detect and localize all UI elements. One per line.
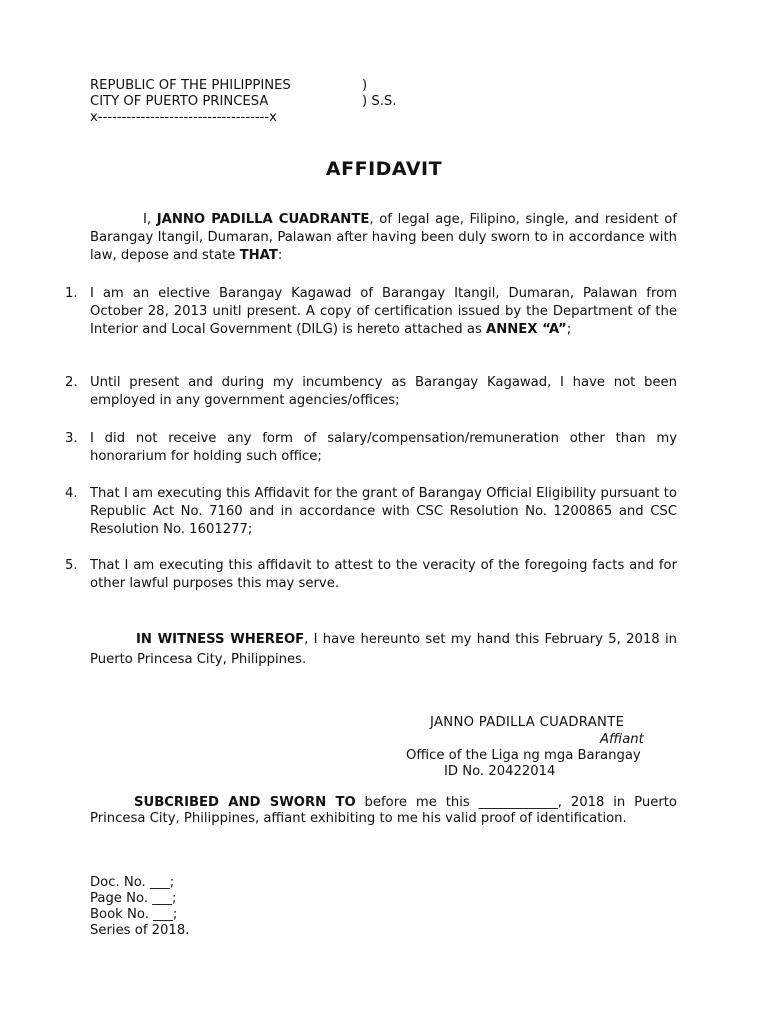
notary-page-no: Page No. ___; bbox=[90, 891, 177, 906]
list-item bbox=[65, 374, 677, 410]
list-item bbox=[65, 485, 677, 539]
intro-that: THAT bbox=[239, 248, 278, 263]
list-item-number: 1. bbox=[65, 286, 78, 301]
jurat-paragraph bbox=[90, 795, 677, 827]
list-item-number: 4. bbox=[65, 486, 78, 501]
notarial-register bbox=[90, 875, 189, 939]
list-item-number: 2. bbox=[65, 375, 78, 390]
list-item-text: That I am executing this Affidavit for the grant of Barangay Official Eligibility pursuant to Republic Act No. 7160 and in accordance with CSC Resolution No. 1200865 and CSC Resolution No. 1601277; bbox=[90, 486, 677, 537]
venue-city-line bbox=[90, 94, 420, 110]
list-item-text: That I am executing this affidavit to attest to the veracity of the foregoing facts and for other lawful purposes this may serve. bbox=[90, 558, 677, 591]
intro-paragraph bbox=[90, 211, 677, 265]
list-item-text bbox=[90, 285, 677, 339]
list-item bbox=[65, 557, 677, 593]
list-item-end: ; bbox=[566, 322, 572, 337]
venue-separator: x------------------------------------x bbox=[90, 110, 277, 125]
signature-office: Office of the Liga ng mga Barangay bbox=[406, 748, 641, 763]
list-item-number: 3. bbox=[65, 431, 78, 446]
intro-body: , of legal age, Filipino, single, and resident of Barangay Itangil, Dumaran, Palawan after having been duly sworn to in accordance with law, depose and state bbox=[90, 212, 678, 263]
intro-suffix: : bbox=[277, 248, 283, 263]
annex-label: ANNEX “A” bbox=[486, 322, 567, 337]
venue-city: CITY OF PUERTO PRINCESA bbox=[90, 94, 269, 109]
witness-heading: IN WITNESS WHEREOF bbox=[136, 632, 305, 647]
signature-role: Affiant bbox=[600, 732, 644, 747]
intro-prefix: I, bbox=[143, 212, 157, 227]
affiant-name: JANNO PADILLA CUADRANTE bbox=[156, 212, 370, 227]
notary-doc-no: Doc. No. ___; bbox=[90, 875, 175, 890]
list-item-body: I am an elective Barangay Kagawad of Barangay Itangil, Dumaran, Palawan from October 28, 2013 unitl present. A copy of certification issued by the Department of the Interior and Local Government (DILG) is hereto attached as bbox=[90, 286, 677, 337]
list-item bbox=[65, 430, 677, 466]
witness-paragraph bbox=[90, 630, 677, 670]
venue-republic-line bbox=[90, 78, 420, 94]
witness-text: , I have hereunto set my hand this February 5, 2018 in Puerto Princesa City, Philippines. bbox=[90, 632, 677, 667]
document-title: AFFIDAVIT bbox=[325, 158, 443, 180]
list-item bbox=[65, 285, 677, 339]
signature-name: JANNO PADILLA CUADRANTE bbox=[430, 715, 625, 730]
signature-id: ID No. 20422014 bbox=[444, 764, 556, 779]
notary-book-no: Book No. ___; bbox=[90, 907, 178, 922]
list-item-text: I did not receive any form of salary/compensation/remuneration other than my honorarium for holding such office; bbox=[90, 431, 677, 464]
notary-series: Series of 2018. bbox=[90, 923, 190, 938]
jurat-heading: SUBCRIBED AND SWORN TO bbox=[134, 795, 356, 810]
venue-header bbox=[90, 78, 420, 126]
venue-ss: ) S.S. bbox=[362, 94, 397, 109]
jurat-text: before me this ____________, 2018 in Puerto Princesa City, Philippines, affiant exhibiting to me his valid proof of identification. bbox=[90, 795, 678, 826]
list-item-number: 5. bbox=[65, 558, 78, 573]
venue-republic-paren: ) bbox=[362, 78, 368, 93]
venue-republic: REPUBLIC OF THE PHILIPPINES bbox=[90, 78, 291, 93]
list-item-text: Until present and during my incumbency as Barangay Kagawad, I have not been employed in any government agencies/offices; bbox=[90, 375, 677, 408]
